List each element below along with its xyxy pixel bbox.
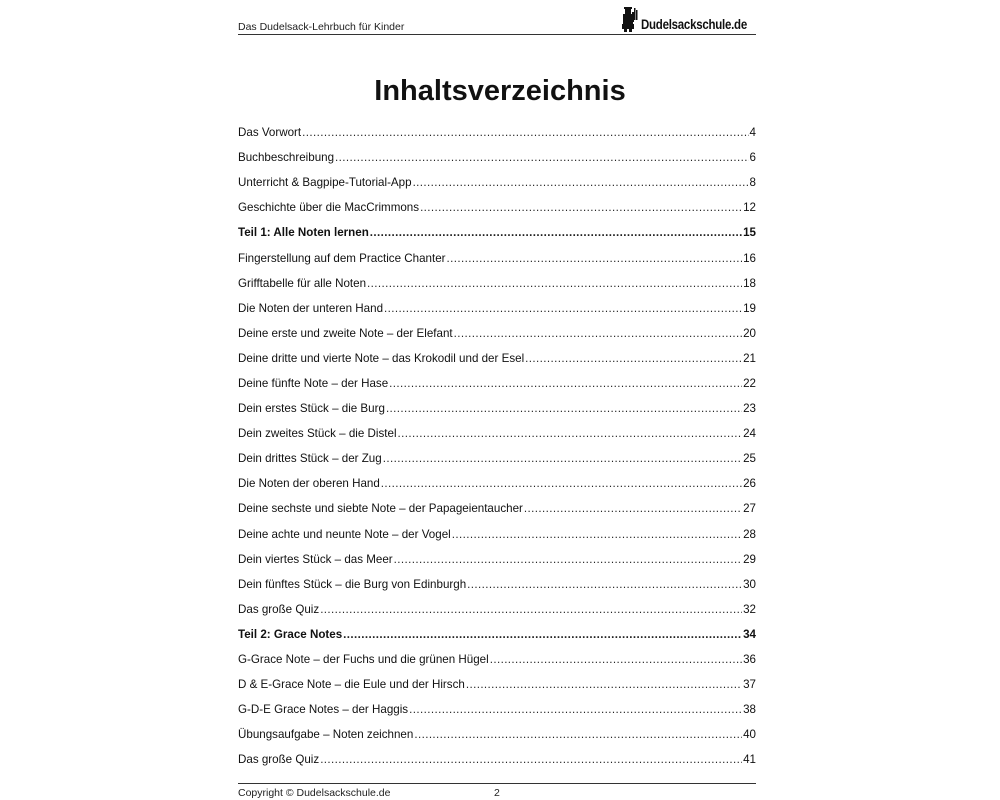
toc-dot-leader [490, 653, 742, 666]
toc-dot-leader [447, 252, 743, 265]
toc-entry-page: 18 [743, 276, 756, 290]
toc-entry-label: G-D-E Grace Notes – der Haggis [238, 703, 409, 717]
toc-dot-leader [420, 201, 742, 214]
toc-dot-leader [335, 151, 749, 164]
toc-entry-label: Dein drittes Stück – der Zug [238, 452, 382, 466]
page-number: 2 [494, 787, 500, 799]
toc-dot-leader [414, 728, 742, 741]
toc-entry-page: 40 [743, 728, 756, 742]
page-title: Inhaltsverzeichnis [374, 75, 626, 108]
toc-dot-leader [320, 603, 742, 616]
toc-entry-label: Geschichte über die MacCrimmons [238, 201, 420, 215]
toc-dot-leader [466, 678, 742, 691]
copyright-notice: Copyright © Dudelsackschule.de [238, 787, 391, 799]
toc-dot-leader [454, 327, 742, 340]
toc-dot-leader [383, 452, 742, 465]
toc-entry-label: Das Vorwort [238, 126, 302, 140]
toc-dot-leader [525, 352, 742, 365]
piper-icon [619, 6, 639, 32]
toc-entry[interactable] [238, 622, 756, 647]
toc-dot-leader [398, 427, 743, 440]
toc-entry-label: Unterricht & Bagpipe-Tutorial-App [238, 176, 412, 190]
toc-entry-page: 29 [743, 552, 756, 566]
toc-dot-leader [389, 377, 742, 390]
toc-entry-page: 25 [743, 452, 756, 466]
toc-entry-label: Deine sechste und siebte Note – der Papageientaucher [238, 502, 523, 516]
toc-entry-label: Dein viertes Stück – das Meer [238, 552, 393, 566]
toc-entry[interactable] [238, 647, 756, 672]
toc-dot-leader [370, 226, 742, 239]
toc-entry-label: Buchbeschreibung [238, 151, 335, 165]
toc-entry[interactable] [238, 195, 756, 220]
brand-logo [619, 6, 756, 32]
toc-entry[interactable] [238, 697, 756, 722]
toc-entry-label: Teil 1: Alle Noten lernen [238, 226, 369, 240]
toc-entry-label: Deine erste und zweite Note – der Elefant [238, 326, 453, 340]
toc-entry[interactable] [238, 547, 756, 572]
toc-entry-label: Das große Quiz [238, 753, 320, 767]
toc-entry-label: Deine achte und neunte Note – der Vogel [238, 527, 451, 541]
toc-entry-page: 15 [743, 226, 756, 240]
toc-dot-leader [320, 753, 742, 766]
toc-entry-label: Fingerstellung auf dem Practice Chanter [238, 251, 446, 265]
toc-entry-page: 37 [743, 678, 756, 692]
toc-dot-leader [467, 578, 742, 591]
table-of-contents [238, 120, 756, 772]
toc-entry[interactable] [238, 120, 756, 145]
toc-entry-label: Dein fünftes Stück – die Burg von Edinburgh [238, 577, 467, 591]
toc-entry-label: Deine fünfte Note – der Hase [238, 376, 389, 390]
toc-entry[interactable] [238, 672, 756, 697]
page-footer [238, 783, 756, 799]
toc-entry[interactable] [238, 271, 756, 296]
toc-entry-label: Dein zweites Stück – die Distel [238, 427, 397, 441]
toc-entry-page: 19 [743, 301, 756, 315]
toc-entry-label: Teil 2: Grace Notes [238, 627, 343, 641]
toc-entry[interactable] [238, 421, 756, 446]
toc-entry-page: 22 [743, 376, 756, 390]
toc-entry-page: 6 [749, 151, 756, 165]
toc-entry-page: 34 [743, 627, 756, 641]
toc-dot-leader [343, 628, 742, 641]
toc-entry-page: 32 [743, 602, 756, 616]
toc-entry-page: 28 [743, 527, 756, 541]
toc-entry[interactable] [238, 446, 756, 471]
toc-entry[interactable] [238, 170, 756, 195]
toc-dot-leader [381, 477, 742, 490]
toc-dot-leader [409, 703, 742, 716]
toc-dot-leader [452, 528, 742, 541]
toc-entry-page: 24 [743, 427, 756, 441]
toc-entry[interactable] [238, 572, 756, 597]
toc-entry-label: Die Noten der unteren Hand [238, 301, 384, 315]
toc-entry[interactable] [238, 396, 756, 421]
toc-entry[interactable] [238, 522, 756, 547]
toc-dot-leader [367, 277, 742, 290]
toc-entry-page: 26 [743, 477, 756, 491]
logo-text: Dudelsackschule.de [640, 16, 747, 32]
toc-entry[interactable] [238, 145, 756, 170]
toc-entry-page: 4 [749, 126, 756, 140]
toc-entry[interactable] [238, 747, 756, 772]
toc-entry-label: Die Noten der oberen Hand [238, 477, 380, 491]
toc-entry-page: 27 [743, 502, 756, 516]
toc-entry-label: D & E-Grace Note – die Eule und der Hirsch [238, 678, 465, 692]
toc-dot-leader [394, 553, 742, 566]
toc-entry-label: Deine dritte und vierte Note – das Krokodil und der Esel [238, 351, 525, 365]
toc-entry-page: 20 [743, 326, 756, 340]
toc-entry-page: 12 [743, 201, 756, 215]
toc-dot-leader [386, 402, 742, 415]
toc-entry[interactable] [238, 296, 756, 321]
toc-dot-leader [302, 126, 748, 139]
toc-entry[interactable] [238, 245, 756, 270]
book-title: Das Dudelsack-Lehrbuch für Kinder [238, 21, 405, 33]
toc-entry-page: 30 [743, 577, 756, 591]
toc-dot-leader [384, 302, 742, 315]
toc-entry[interactable] [238, 471, 756, 496]
toc-entry-page: 8 [749, 176, 756, 190]
toc-entry-page: 23 [743, 402, 756, 416]
toc-entry-page: 16 [743, 251, 756, 265]
toc-entry-page: 36 [743, 653, 756, 667]
toc-entry[interactable] [238, 220, 756, 245]
toc-dot-leader [413, 176, 749, 189]
toc-entry-label: Dein erstes Stück – die Burg [238, 402, 385, 416]
toc-entry-label: Das große Quiz [238, 602, 320, 616]
toc-entry[interactable] [238, 321, 756, 346]
page-header [238, 4, 756, 35]
toc-dot-leader [524, 502, 742, 515]
toc-entry[interactable] [238, 346, 756, 371]
toc-entry[interactable] [238, 597, 756, 622]
toc-entry-label: Grifftabelle für alle Noten [238, 276, 367, 290]
toc-entry-page: 41 [743, 753, 756, 767]
toc-entry-label: Übungsaufgabe – Noten zeichnen [238, 728, 414, 742]
toc-entry-page: 21 [743, 351, 756, 365]
toc-entry-label: G-Grace Note – der Fuchs und die grünen Hügel [238, 653, 489, 667]
toc-entry[interactable] [238, 722, 756, 747]
toc-entry[interactable] [238, 496, 756, 521]
toc-entry-page: 38 [743, 703, 756, 717]
toc-entry[interactable] [238, 371, 756, 396]
